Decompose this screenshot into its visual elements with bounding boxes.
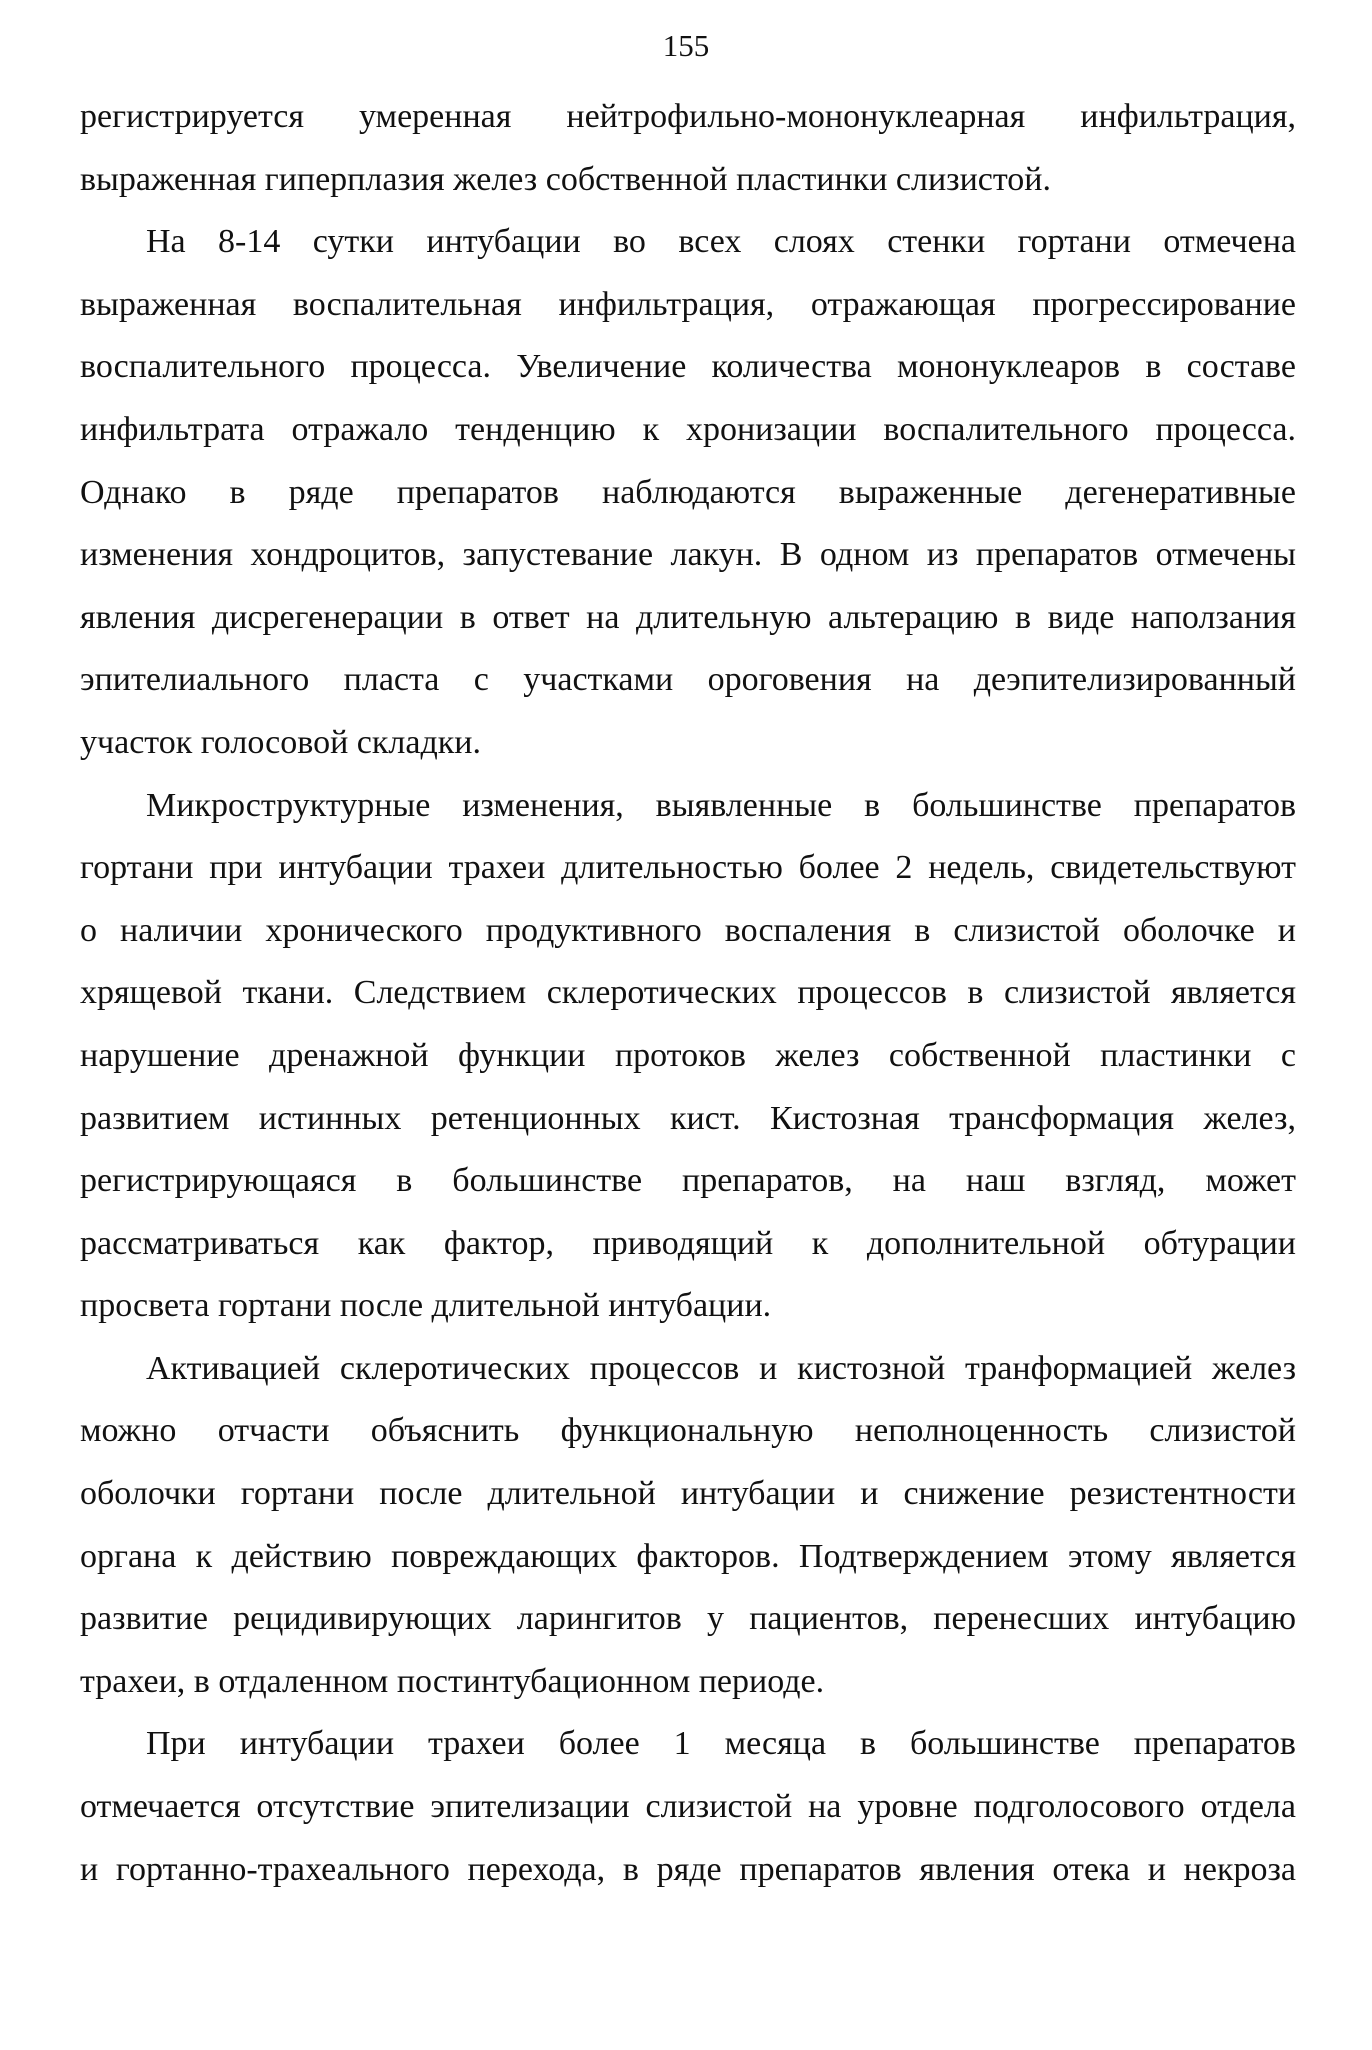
text-line: оболочки гортани после длительной интубации и снижение резистентности: [80, 1475, 1296, 1513]
text-line: Микроструктурные изменения, выявленные в большинстве препаратов: [146, 786, 1296, 824]
text-line: отмечается отсутствие эпителизации слизистой на уровне подголосового отдела: [80, 1788, 1296, 1826]
text-line: рассматриваться как фактор, приводящий к дополнительной обтурации: [80, 1224, 1296, 1262]
text-line: На 8-14 сутки интубации во всех слоях стенки гортани отмечена: [146, 223, 1296, 261]
text-line: изменения хондроцитов, запустевание лакун. В одном из препаратов отмечены: [80, 536, 1296, 574]
text-line: можно отчасти объяснить функциональную неполноценность слизистой: [80, 1412, 1296, 1450]
text-line: регистрирующаяся в большинстве препаратов, на наш взгляд, может: [80, 1162, 1296, 1200]
paragraph: [80, 1713, 1296, 1901]
text-line: и гортанно-трахеального перехода, в ряде препаратов явления отека и некроза: [80, 1850, 1296, 1888]
text-line: гортани при интубации трахеи длительностью более 2 недель, свидетельствуют: [80, 849, 1296, 887]
text-line: хрящевой ткани. Следствием склеротических процессов в слизистой является: [80, 974, 1296, 1012]
text-line: развитие рецидивирующих ларингитов у пациентов, перенесших интубацию: [80, 1600, 1296, 1638]
text-line: участок голосовой складки.: [80, 723, 481, 761]
paragraph: [80, 86, 1296, 211]
text-line: Однако в ряде препаратов наблюдаются выраженные дегенеративные: [80, 473, 1296, 511]
text-line: регистрируется умеренная нейтрофильно-мононуклеарная инфильтрация,: [80, 98, 1296, 135]
text-line: просвета гортани после длительной интубации.: [80, 1287, 772, 1325]
text-line: явления дисрегенерации в ответ на длительную альтерацию в виде наползания: [80, 598, 1296, 636]
body-text: [80, 86, 1296, 1901]
text-line: выраженная воспалительная инфильтрация, отражающая прогрессирование: [80, 285, 1296, 323]
text-line: При интубации трахеи более 1 месяца в большинстве препаратов: [146, 1725, 1296, 1763]
text-line: о наличии хронического продуктивного воспаления в слизистой оболочке и: [80, 911, 1296, 949]
text-line: Активацией склеротических процессов и кистозной транформацией желез: [146, 1349, 1296, 1387]
paragraph: [80, 775, 1296, 1338]
text-line: нарушение дренажной функции протоков желез собственной пластинки с: [80, 1036, 1296, 1074]
text-line: воспалительного процесса. Увеличение количества мононуклеаров в составе: [80, 348, 1296, 386]
paragraph: [80, 1338, 1296, 1714]
paragraph: [80, 211, 1296, 774]
page-number: 155: [662, 28, 710, 63]
text-line: эпителиального пласта с участками ороговения на деэпителизированный: [80, 661, 1296, 699]
text-line: развитием истинных ретенционных кист. Кистозная трансформация желез,: [80, 1099, 1296, 1137]
text-line: инфильтрата отражало тенденцию к хронизации воспалительного процесса.: [80, 410, 1296, 448]
text-line: органа к действию повреждающих факторов. Подтверждением этому является: [80, 1537, 1296, 1575]
text-line: трахеи, в отдаленном постинтубационном периоде.: [80, 1662, 825, 1700]
text-line: выраженная гиперплазия желез собственной пластинки слизистой.: [80, 160, 1051, 198]
